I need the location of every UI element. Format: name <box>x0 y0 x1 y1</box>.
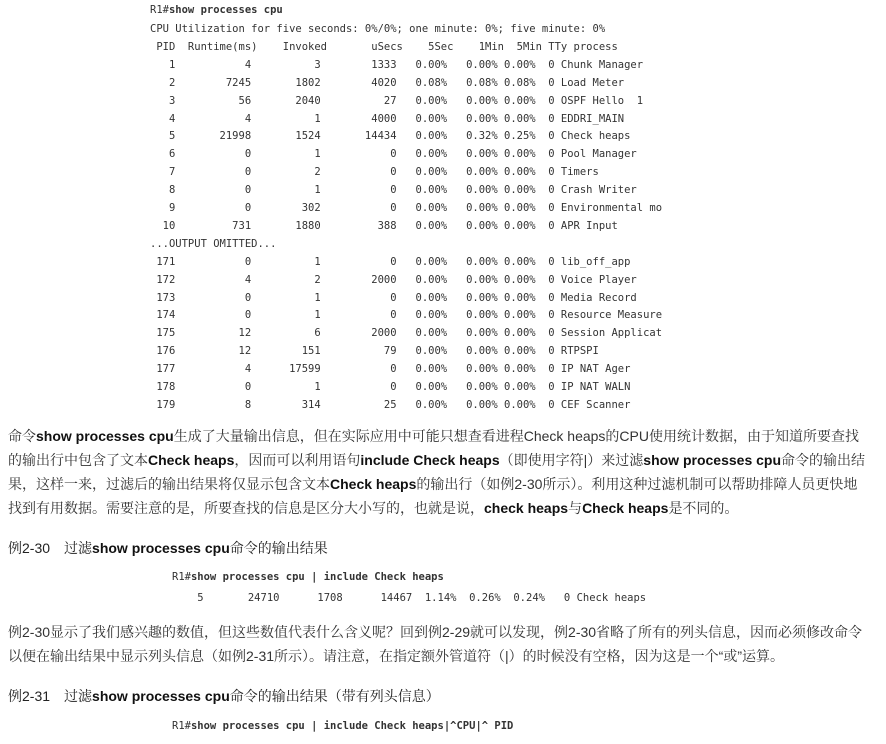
text: 是不同的。 <box>668 500 739 516</box>
text: 过滤 <box>64 688 93 704</box>
prompt: R1# <box>172 571 191 583</box>
command-ref: show processes cpu <box>36 428 174 444</box>
output-line: 5 24710 1708 14467 1.14% 0.26% 0.24% 0 Check heaps <box>172 592 647 604</box>
command-line <box>150 4 283 16</box>
command: show processes cpu | include Check heaps <box>190 571 444 583</box>
output-line: 174 0 1 0 0.00% 0.00% 0.00% 0 Resource Measure <box>150 309 663 322</box>
command: show processes cpu | include Check heaps|^CPU|^ PID <box>190 720 514 732</box>
text: 命令 <box>8 428 36 444</box>
explanation-paragraph-2 <box>8 620 870 668</box>
output-line: PID Runtime(ms) Invoked uSecs 5Sec 1Min 5Min TTy process <box>150 40 618 53</box>
command-line <box>172 720 513 732</box>
command-line <box>172 571 444 583</box>
output-line: 171 0 1 0 0.00% 0.00% 0.00% 0 lib_off_app <box>150 255 631 268</box>
output-line: 4 4 1 4000 0.00% 0.00% 0.00% 0 EDDRI_MAIN <box>150 112 625 125</box>
output-line: 2 7245 1802 4020 0.08% 0.08% 0.08% 0 Load Meter <box>150 76 625 89</box>
text: 命令的输出结果，这样一来，过滤后的输出结果将仅显示包含文本 <box>8 452 866 492</box>
output-line: 5 21998 1524 14434 0.00% 0.32% 0.25% 0 Check heaps <box>150 130 631 143</box>
output-line: 172 4 2 2000 0.00% 0.00% 0.00% 0 Voice Player <box>150 273 637 286</box>
output-line: 6 0 1 0 0.00% 0.00% 0.00% 0 Pool Manager <box>150 148 637 161</box>
prompt: R1# <box>150 4 169 16</box>
command-ref: Check heaps <box>148 452 235 468</box>
filtered-output-with-headers <box>172 720 514 744</box>
text: 过滤 <box>64 540 93 556</box>
output-line: 178 0 1 0 0.00% 0.00% 0.00% 0 IP NAT WALN <box>150 381 631 393</box>
output-line: ...OUTPUT OMITTED... <box>150 237 277 250</box>
text: 命令的输出结果 <box>229 540 328 556</box>
example-caption-2-31 <box>8 686 440 706</box>
filtered-output <box>172 571 647 607</box>
text: 例2-30显示了我们感兴趣的数值，但这些数值代表什么含义呢？回到例2-29就可以发现，例2-30省略了所有的列头信息，因而必须修改命令以便在输出结果中显示列头信息（如例2-31所示）。请注意，在指定额外管道符（|）的时候没有空格，因为这是一个“或”运算。 <box>8 624 863 664</box>
command-ref: Check heaps <box>582 500 669 516</box>
output-line: 8 0 1 0 0.00% 0.00% 0.00% 0 Crash Writer <box>150 184 637 197</box>
prompt: R1# <box>172 720 191 732</box>
show-processes-cpu-output <box>150 4 663 411</box>
command: show processes cpu <box>168 4 283 16</box>
output-line: 10 731 1880 388 0.00% 0.00% 0.00% 0 APR Input <box>150 219 618 232</box>
output-line: 179 8 314 25 0.00% 0.00% 0.00% 0 CEF Scanner <box>150 398 631 411</box>
output-line: 173 0 1 0 0.00% 0.00% 0.00% 0 Media Record <box>150 291 637 304</box>
command-ref: check heaps <box>484 500 569 516</box>
command-ref: show processes cpu <box>92 540 230 556</box>
output-line: 7 0 2 0 0.00% 0.00% 0.00% 0 Timers <box>150 166 599 179</box>
text: （即使用字符|）来过滤 <box>499 452 644 468</box>
output-line: 9 0 302 0 0.00% 0.00% 0.00% 0 Environmental mo <box>150 202 663 214</box>
output-line: 3 56 2040 27 0.00% 0.00% 0.00% 0 OSPF Hello 1 <box>150 94 644 107</box>
output-line: 176 12 151 79 0.00% 0.00% 0.00% 0 RTPSPI <box>150 345 599 358</box>
explanation-paragraph-1 <box>8 424 870 520</box>
command-ref: show processes cpu <box>92 688 230 704</box>
command-ref: show processes cpu <box>643 452 782 468</box>
command-ref: Check heaps <box>330 476 417 492</box>
example-caption-2-30 <box>8 538 328 558</box>
output-line: 1 4 3 1333 0.00% 0.00% 0.00% 0 Chunk Manager <box>150 58 644 71</box>
example-number: 例2-30 <box>8 540 51 556</box>
text: 与 <box>568 500 583 516</box>
text: 生成了大量输出信息，但在实际应用中可能只想查看进程Check heaps的CPU使用统计数据，由于知道所要查找的输出行中包含了文本 <box>8 428 859 468</box>
text: 的输出行（如例2-30所示）。利用这种过滤机制可以帮助排障人员更快地找到有用数据。需要注意的是，所要查找的信息是区分大小写的，也就是说， <box>8 476 858 516</box>
output-line: CPU Utilization for five seconds: 0%/0%; one minute: 0%; five minute: 0% <box>150 23 606 35</box>
example-number: 例2-31 <box>8 688 51 704</box>
command-ref: include Check heaps <box>360 452 500 468</box>
text: 命令的输出结果（带有列头信息） <box>229 688 440 704</box>
output-line: 175 12 6 2000 0.00% 0.00% 0.00% 0 Session Applicat <box>150 327 663 340</box>
text: ，因而可以利用语句 <box>234 452 361 468</box>
output-line: 177 4 17599 0 0.00% 0.00% 0.00% 0 IP NAT Ager <box>150 363 631 376</box>
